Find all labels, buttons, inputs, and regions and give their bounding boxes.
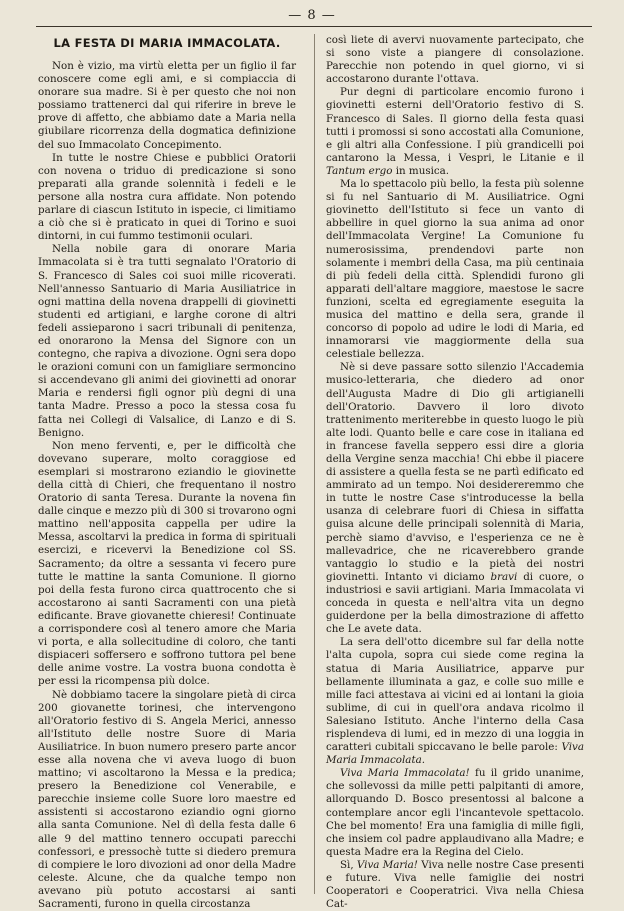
paragraph: Sì, Viva Maria! Viva nelle nostre Case presenti e future. Viva nelle famiglie dei nostri Cooperatori e Cooperatrici. Viva nella Chiesa Cat- bbox=[326, 859, 584, 911]
column-divider bbox=[314, 34, 315, 894]
paragraph: Viva Maria Immacolata! fu il grido unanime, che sollevossi da mille petti palpitanti di amore, allorquando D. Bosco presentossi al balcone a contemplare ancor egli l'incantevole spettacolo. Che bel momento! Era una famiglia di mille figli, che insiem col padre applaudivano alla Madre; e questa Madre era la Regina del Cielo. bbox=[326, 767, 584, 859]
paragraph: Nè si deve passare sotto silenzio l'Accademia musico-letteraria, che diedero ad onor dell'Augusta Madre di Dio gli artigianelli dell'Oratorio. Davvero il loro divoto trattenimento meriterebbe in questo luogo le più alte lodi. Quanto belle e care cose in italiana ed in francese favella seppero essi dire a gloria della Vergine senza macchia! Chi ebbe il piacere di assistere a quella festa se ne partì edificato ed ammirato ad un tempo. Noi desidereremmo che in tutte le nostre Case s'introducesse la bella usanza di celebrare fuori di Chiesa in siffatta guisa alcune delle principali solennità di Maria, perchè siamo d'avviso, e l'esperienza ce ne è mallevadrice, che ne ricaverebbero grande vantaggio lo studio e la pietà dei nostri giovinetti. Intanto vi diciamo bravi di cuore, o industriosi e savii artigiani. Maria Immacolata vi conceda in questa e nell'altra vita un degno guiderdone per la bella dimostrazione di affetto che Le avete data. bbox=[326, 361, 584, 636]
header-rule bbox=[36, 26, 592, 27]
paragraph: Non meno ferventi, e, per le difficoltà che dovevano superare, molto coraggiose ed esemplari si mostrarono eziandio le giovinette della città di Chieri, che frequentano il nostro Oratorio di santa Teresa. Durante la novena fin dalle cinque e mezzo più di 300 si trovarono ogni mattino nell'apposita cappella per udire la Messa, ascoltarvi la predica in forma di spirituali esercizi, e ricevervi la Benedizione col SS. Sacramento; da oltre a sessanta vi fecero pure tutte le mattine la santa Comunione. Il giorno poi della festa furono circa quattrocento che si accostarono ai santi Sacramenti con una pietà edificante. Brave giovanette chieresi! Continuate a corrispondere così al tenero amore che Maria vi porta, e alla sollecitudine di coloro, che tanti dispiaceri soffersero e soffrono tuttora pel bene delle anime vostre. La vostra buona condotta è per essi la ricompensa più dolce. bbox=[38, 440, 296, 689]
paragraph: Non è vizio, ma virtù eletta per un figlio il far conoscere come egli ami, e si compiaccia di onorare sua madre. Si è per questo che noi non possiamo trattenerci dal qui riferire in breve le prove di affetto, che abbiamo date a Maria nella giubilare ricorrenza della dogmatica definizione del suo Immacolato Concepimento. bbox=[38, 60, 296, 152]
paragraph: Nella nobile gara di onorare Maria Immacolata si è tra tutti segnalato l'Oratorio di S. Francesco di Sales coi suoi mille ricoverati. Nell'annesso Santuario di Maria Ausiliatrice in ogni mattina della novena drappelli di giovinetti studenti ed artigiani, e larghe corone di altri fedeli assieparono i sacri tribunali di penitenza, ed onorarono la Mensa del Signore con un contegno, che rapiva a divozione. Ogni sera dopo le orazioni comuni con un famigliare sermoncino si accendevano gli animi dei giovinetti ad onorar Maria e rendersi figli ognor più degni di una tanta Madre. Presso a poco la stessa cosa fu fatta nei Collegi di Valsalice, di Lanzo e di S. Benigno. bbox=[38, 243, 296, 439]
article-title: LA FESTA DI MARIA IMMACOLATA. bbox=[38, 36, 296, 50]
left-column bbox=[38, 34, 296, 896]
paragraph: Pur degni di particolare encomio furono i giovinetti esterni dell'Oratorio festivo di S. Francesco di Sales. Il giorno della festa quasi tutti i promossi si sono accostati alla Comunione, e gli altri alla Confessione. I più grandicelli poi cantarono la Messa, i Vespri, le Litanie e il Tantum ergo in musica. bbox=[326, 86, 584, 178]
paragraph: Ma lo spettacolo più bello, la festa più solenne si fu nel Santuario di M. Ausiliatrice. Ogni giovinetto dell'Istituto si fece un vanto di abbellire in quel giorno la sua anima ad onor dell'Immacolata Vergine! La Comunione fu numerosissima, prendendovi parte non solamente i membri della Casa, ma più centinaia di più fedeli della città. Splendidi furono gli apparati dell'altare maggiore, maestose le sacre funzioni, scelta ed egregiamente eseguita la musica del mattino e della sera, grande il concorso di popolo ad udire le lodi di Maria, ed innamorarsi vie maggiormente della sua celestiale bellezza. bbox=[326, 178, 584, 361]
right-column bbox=[326, 34, 584, 896]
paragraph: Nè dobbiamo tacere la singolare pietà di circa 200 giovanette torinesi, che intervengono all'Oratorio festivo di S. Angela Merici, annesso all'Istituto delle nostre Suore di Maria Ausiliatrice. In buon numero presero parte ancor esse alla novena che vi aveva luogo di buon mattino; vi ascoltarono la Messa e la predica; presero la Benedizione col Venerabile, e parecchie insieme colle Suore loro maestre ed assistenti si accostarono eziandio ogni giorno alla santa Comunione. Nel dì della festa dalle 6 alle 9 del mattino tennero occupati parecchi confessori, e pressochè tutte si diedero premura di compiere le loro divozioni ad onor della Madre celeste. Alcune, che da qualche tempo non avevano più potuto accostarsi ai santi Sacramenti, furono in quella circostanza bbox=[38, 689, 296, 911]
paragraph: In tutte le nostre Chiese e pubblici Oratorii con novena o triduo di predicazione si sono preparati alla grande solennità i fedeli e le persone alla nostra cura affidate. Non potendo parlare di ciascun Istituto in ispecie, ci limitiamo a ciò che si è praticato in quei di Torino e suoi dintorni, in cui fummo testimonii oculari. bbox=[38, 152, 296, 244]
paragraph-continued: così liete di avervi nuovamente partecipato, che si sono viste a piangere di consolazione. Parecchie non potendo in quel giorno, vi si accostarono durante l'ottava. bbox=[326, 34, 584, 86]
page-number: — 8 — bbox=[0, 8, 624, 23]
paragraph: La sera dell'otto dicembre sul far della notte l'alta cupola, sopra cui siede come regina la statua di Maria Ausiliatrice, apparve pur bellamente illuminata a gaz, e colle suo mille e mille faci attestava ai vicini ed ai lontani la gioia sublime, di cui in quell'ora andava ricolmo il Salesiano Istituto. Anche l'interno della Casa risplendeva di lumi, ed in mezzo di una loggia in caratteri cubitali spiccavano le belle parole: Viva Maria Immacolata. bbox=[326, 636, 584, 767]
